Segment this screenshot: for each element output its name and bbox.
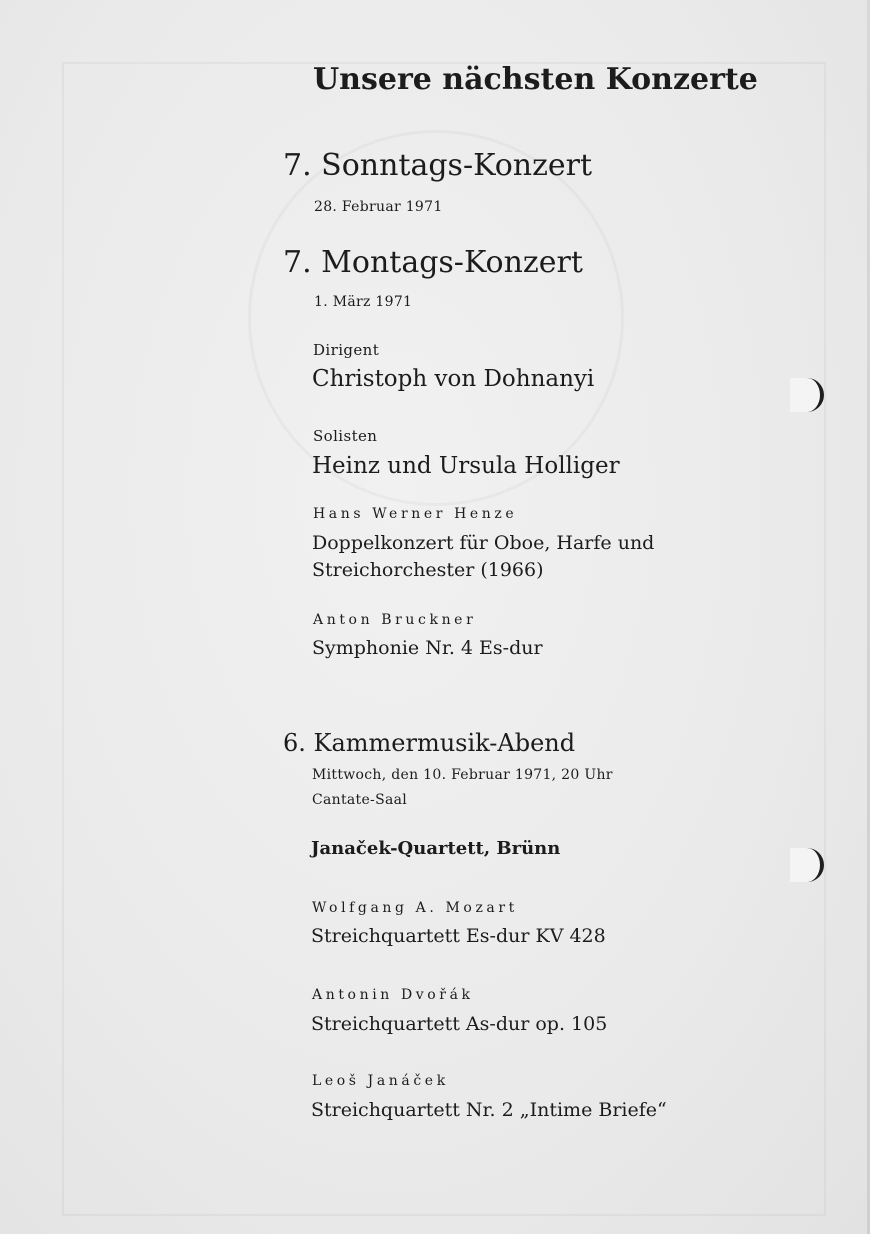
monday-concert-date: 1. März 1971 bbox=[314, 294, 413, 310]
composer-bruckner: Anton Bruckner bbox=[313, 612, 477, 628]
chamber-evening-venue: Cantate-Saal bbox=[312, 792, 408, 808]
monday-concert-title: 7. Montags-Konzert bbox=[283, 245, 583, 280]
work-janacek: Streichquartett Nr. 2 „Intime Briefe“ bbox=[311, 1099, 667, 1121]
binder-hole-bottom bbox=[790, 848, 824, 882]
work-henze-line-2: Streichorchester (1966) bbox=[312, 559, 544, 581]
soloists-names: Heinz und Ursula Holliger bbox=[312, 453, 620, 479]
composer-janacek: Leoš Janáček bbox=[312, 1073, 449, 1089]
composer-mozart: Wolfgang A. Mozart bbox=[312, 900, 518, 916]
sunday-concert-date: 28. Februar 1971 bbox=[314, 199, 443, 215]
show-through-emblem bbox=[248, 130, 624, 506]
soloists-label: Solisten bbox=[313, 427, 378, 445]
work-bruckner: Symphonie Nr. 4 Es-dur bbox=[312, 637, 543, 659]
work-mozart: Streichquartett Es-dur KV 428 bbox=[311, 925, 606, 947]
chamber-evening-datetime: Mittwoch, den 10. Februar 1971, 20 Uhr bbox=[312, 767, 613, 783]
composer-dvorak: Antonin Dvořák bbox=[312, 987, 474, 1003]
ensemble-name: Janaček-Quartett, Brünn bbox=[311, 838, 561, 859]
page-title: Unsere nächsten Konzerte bbox=[313, 62, 758, 97]
binder-hole-top bbox=[790, 378, 824, 412]
work-dvorak: Streichquartett As-dur op. 105 bbox=[311, 1013, 608, 1035]
chamber-evening-title: 6. Kammermusik-Abend bbox=[283, 729, 576, 757]
work-henze-line-1: Doppelkonzert für Oboe, Harfe und bbox=[312, 532, 655, 554]
conductor-name: Christoph von Dohnanyi bbox=[312, 366, 595, 392]
sunday-concert-title: 7. Sonntags-Konzert bbox=[283, 148, 593, 183]
composer-henze: Hans Werner Henze bbox=[313, 506, 518, 522]
conductor-label: Dirigent bbox=[313, 341, 380, 359]
